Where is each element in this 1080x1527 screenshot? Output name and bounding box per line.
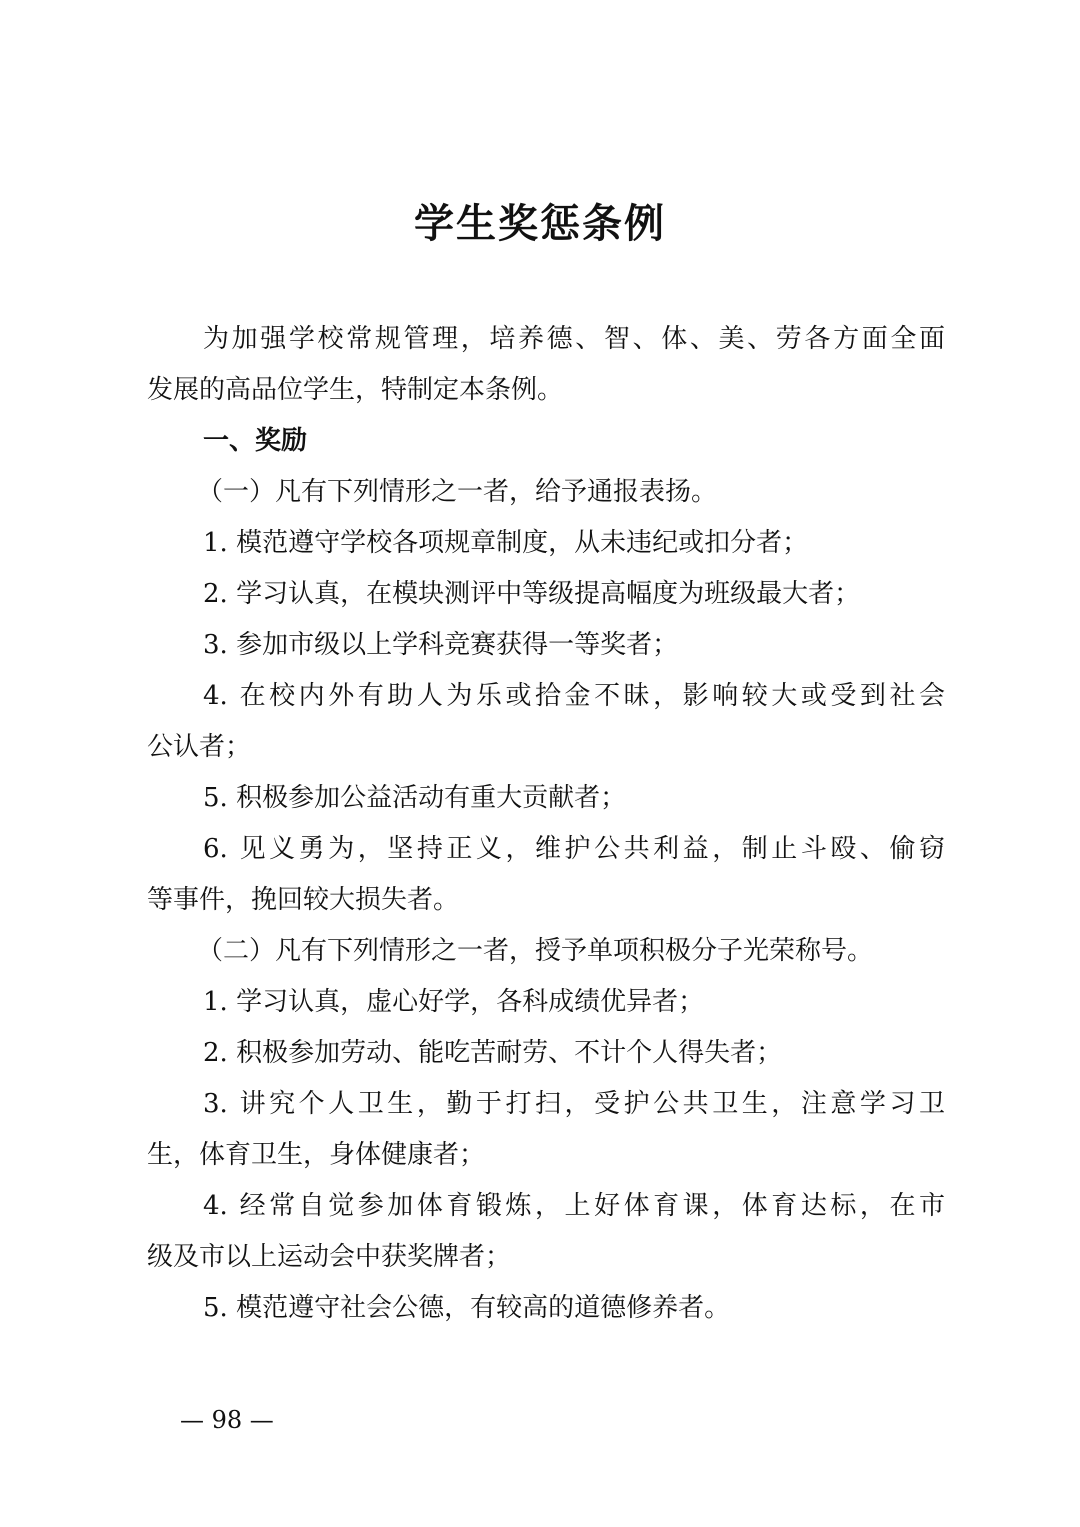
list-item: 1. 模范遵守学校各项规章制度，从未违纪或扣分者； bbox=[203, 528, 809, 558]
list-item: 2. 积极参加劳动、能吃苦耐劳、不计个人得失者； bbox=[203, 1038, 783, 1068]
list-item: 6. 见义勇为，坚持正义，维护公共利益，制止斗殴、偷窃 bbox=[203, 834, 945, 864]
list-item: 3. 讲究个人卫生，勤于打扫，受护公共卫生，注意学习卫 bbox=[203, 1089, 945, 1119]
list-item-continuation: 生，体育卫生，身体健康者； bbox=[147, 1140, 486, 1170]
list-item: 3. 参加市级以上学科竞赛获得一等奖者； bbox=[203, 630, 679, 660]
list-item-continuation: 公认者； bbox=[147, 732, 252, 762]
intro-line: 为加强学校常规管理，培养德、智、体、美、劳各方面全面 bbox=[203, 324, 945, 354]
document-body bbox=[147, 314, 945, 1334]
list-item: 5. 模范遵守社会公德，有较高的道德修养者。 bbox=[203, 1293, 731, 1323]
document-title: 学生奖惩条例 bbox=[414, 200, 666, 247]
list-item: 4. 在校内外有助人为乐或拾金不昧，影响较大或受到社会 bbox=[203, 681, 945, 711]
list-item: 5. 积极参加公益活动有重大贡献者； bbox=[203, 783, 627, 813]
section-heading-rewards: 一、奖励 bbox=[203, 426, 308, 456]
list-item: 2. 学习认真，在模块测评中等级提高幅度为班级最大者； bbox=[203, 579, 861, 609]
list-item-continuation: 等事件，挽回较大损失者。 bbox=[147, 885, 460, 915]
list-item: 4. 经常自觉参加体育锻炼，上好体育课，体育达标，在市 bbox=[203, 1191, 945, 1221]
subsection-heading-2: （二）凡有下列情形之一者，授予单项积极分子光荣称号。 bbox=[197, 936, 874, 966]
subsection-heading-1: （一）凡有下列情形之一者，给予通报表扬。 bbox=[197, 477, 718, 507]
intro-line: 发展的高品位学生，特制定本条例。 bbox=[147, 375, 564, 405]
list-item: 1. 学习认真，虚心好学，各科成绩优异者； bbox=[203, 987, 705, 1017]
list-item-continuation: 级及市以上运动会中获奖牌者； bbox=[147, 1242, 512, 1272]
page-number: — 98 — bbox=[180, 1406, 274, 1434]
